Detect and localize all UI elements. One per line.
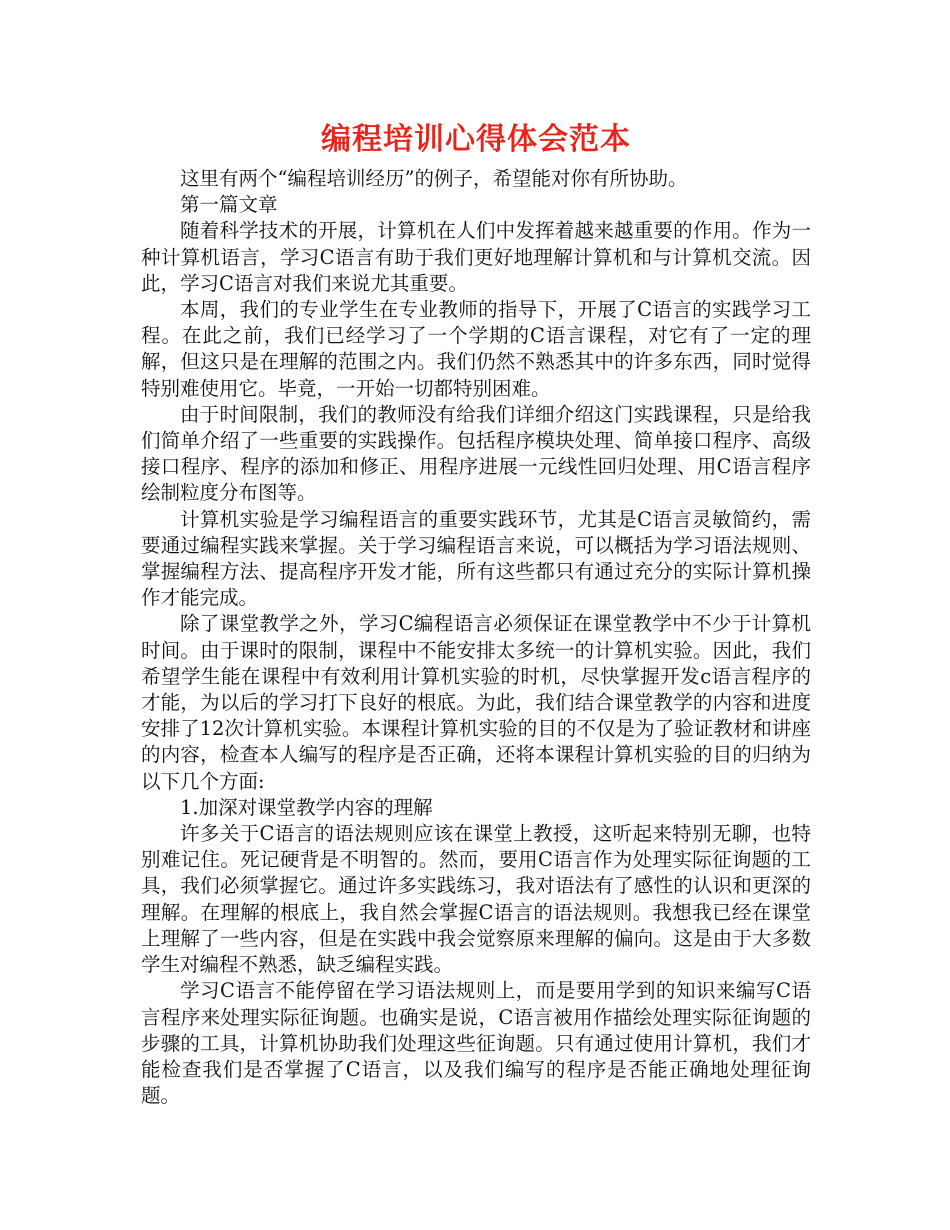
- paragraph: 计算机实验是学习编程语言的重要实践环节，尤其是C语言灵敏简约，需要通过编程实践来掌握。关于学习编程语言来说，可以概括为学习语法规则、掌握编程方法、提高程序开发才能，所有这些都只有通过充分的实际计算机操作才能完成。: [141, 507, 811, 610]
- document-body: [141, 166, 811, 1109]
- document-title: 编程培训心得体会范本: [321, 122, 631, 157]
- paragraph: 由于时间限制，我们的教师没有给我们详细介绍这门实践课程，只是给我们简单介绍了一些重要的实践操作。包括程序模块处理、简单接口程序、高级接口程序、程序的添加和修正、用程序进展一元线性回归处理、用C语言程序绘制粒度分布图等。: [141, 402, 811, 505]
- paragraph-section-heading: 第一篇文章: [180, 193, 278, 217]
- paragraph: 许多关于C语言的语法规则应该在课堂上教授，这听起来特别无聊，也特别难记住。死记硬背是不明智的。然而，要用C语言作为处理实际征询题的工具，我们必须掌握它。通过许多实践练习，我对语法有了感性的认识和更深的理解。在理解的根底上，我自然会掌握C语言的语法规则。我想我已经在课堂上理解了一些内容，但是在实践中我会觉察原来理解的偏向。这是由于大多数学生对编程不熟悉，缺乏编程实践。: [141, 822, 811, 977]
- paragraph: 随着科学技术的开展，计算机在人们中发挥着越来越重要的作用。作为一种计算机语言，学习C语言有助于我们更好地理解计算机和与计算机交流。因此，学习C语言对我们来说尤其重要。: [141, 219, 811, 295]
- paragraph: 除了课堂教学之外，学习C编程语言必须保证在课堂教学中不少于计算机时间。由于课时的限制，课程中不能安排太多统一的计算机实验。因此，我们希望学生能在课程中有效利用计算机实验的时机，尽快掌握开发c语言程序的才能，为以后的学习打下良好的根底。为此，我们结合课堂教学的内容和进度安排了12次计算机实验。本课程计算机实验的目的不仅是为了验证教材和讲座的内容，检查本人编写的程序是否正确，还将本课程计算机实验的目的归纳为以下几个方面:: [141, 612, 811, 793]
- paragraph-intro: 这里有两个“编程培训经历”的例子，希望能对你有所协助。: [180, 167, 688, 190]
- paragraph-subheading: 1.加深对课堂教学内容的理解: [180, 795, 433, 819]
- paragraph: 学习C语言不能停留在学习语法规则上，而是要用学到的知识来编写C语言程序来处理实际征询题。也确实是说，C语言被用作描绘处理实际征询题的步骤的工具，计算机协助我们处理这些征询题。只有通过使用计算机，我们才能检查我们是否掌握了C语言，以及我们编写的程序是否能正确地处理征询题。: [141, 979, 811, 1108]
- document-page: [141, 118, 811, 1109]
- paragraph: 本周，我们的专业学生在专业教师的指导下，开展了C语言的实践学习工程。在此之前，我们已经学习了一个学期的C语言课程，对它有了一定的理解，但这只是在理解的范围之内。我们仍然不熟悉其中的许多东西，同时觉得特别难使用它。毕竟，一开始一切都特别困难。: [141, 298, 811, 400]
